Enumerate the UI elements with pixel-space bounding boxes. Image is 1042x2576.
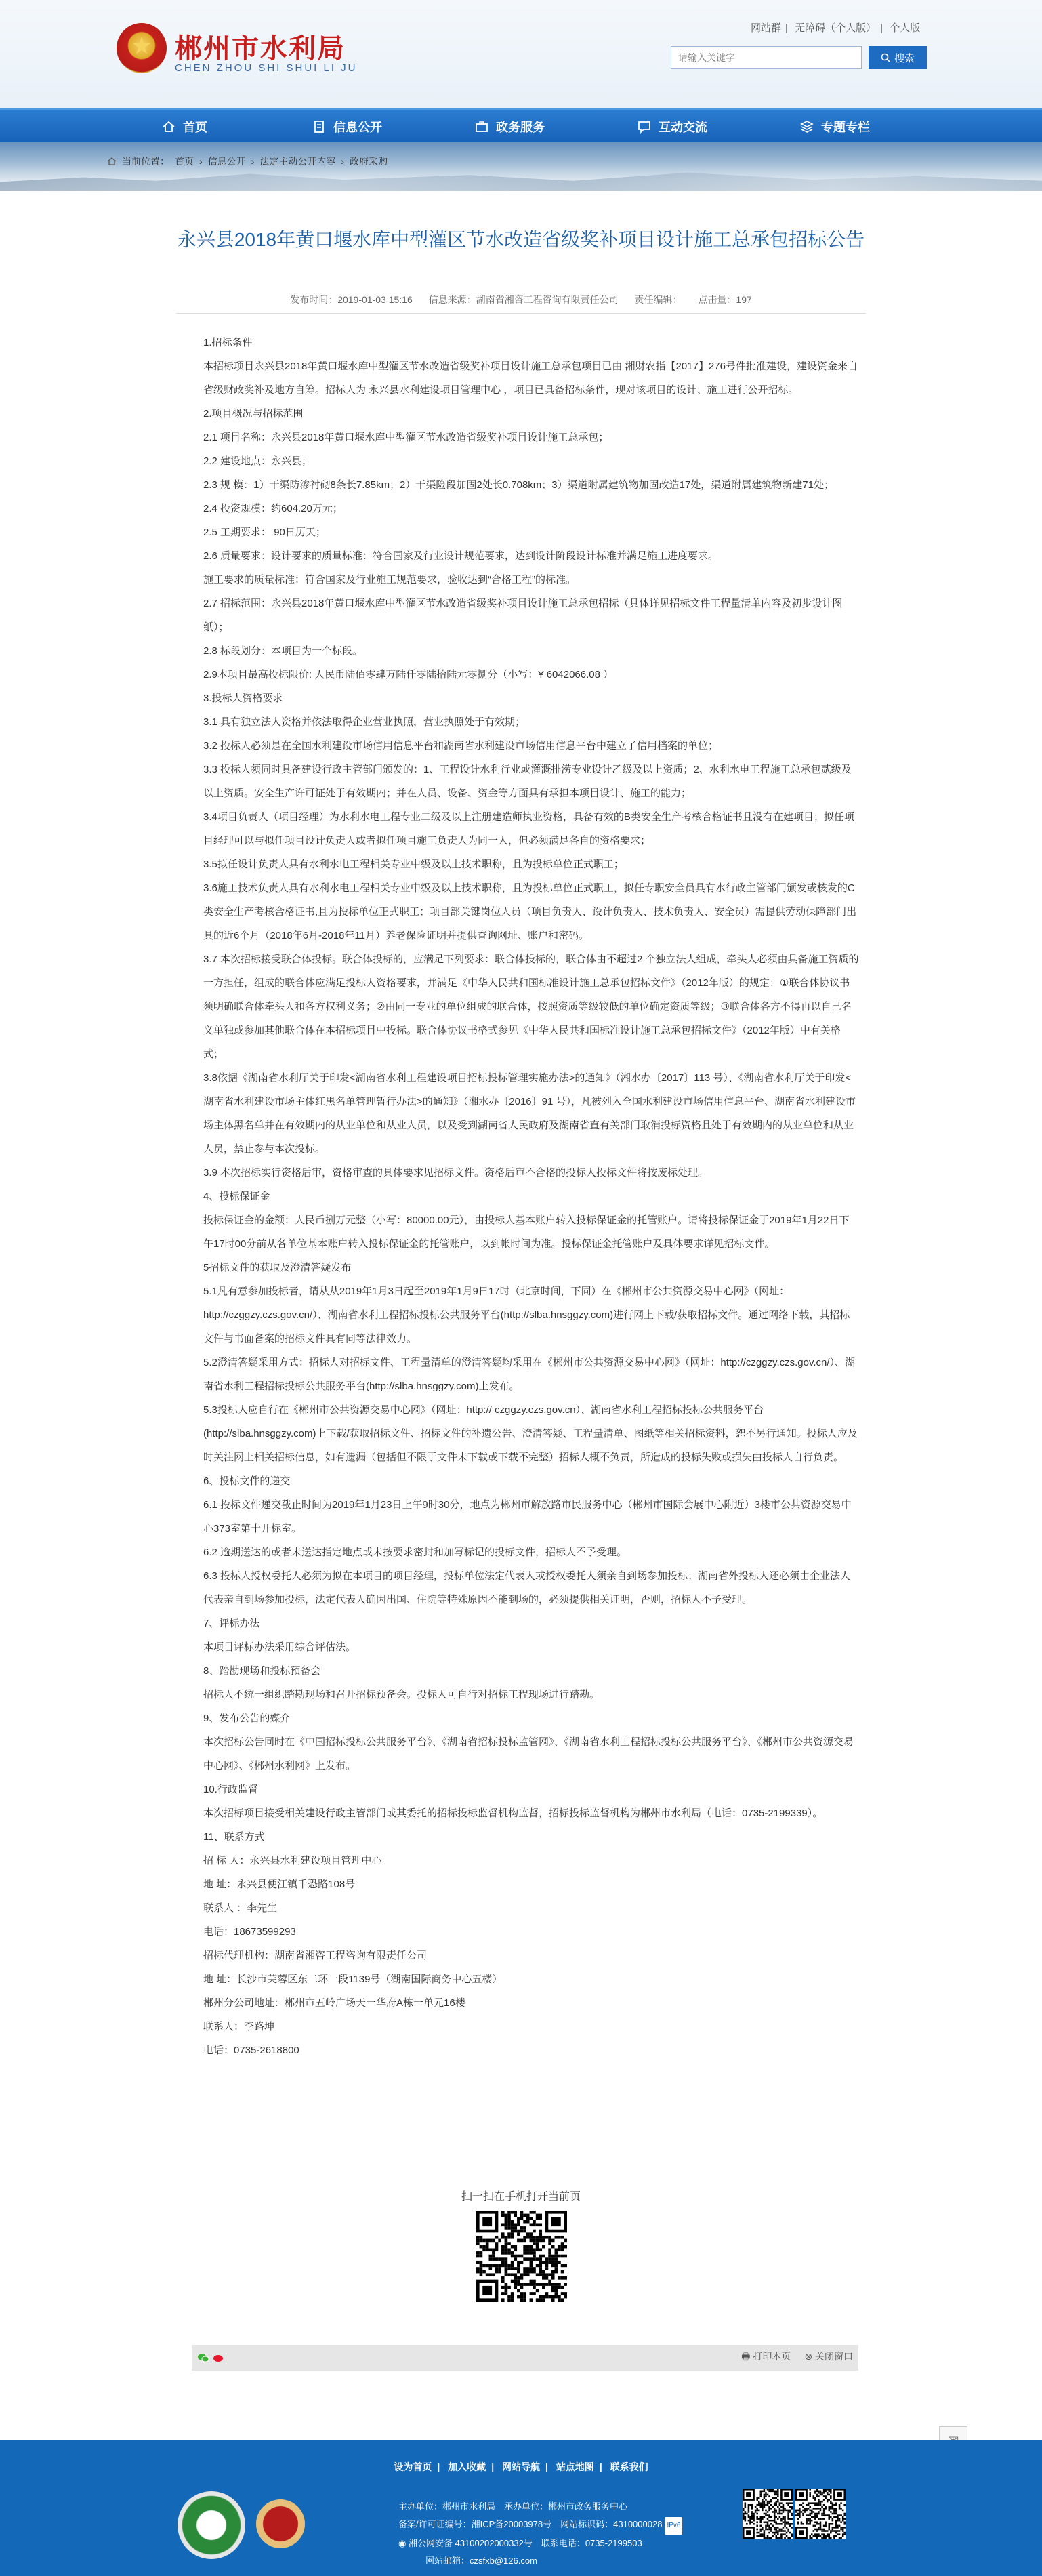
article-paragraph: 2.9本项目最高投标限价: 人民币陆佰零肆万陆仟零陆拾陆元零捌分（小写：¥ 6042066.08 ） [203,669,614,680]
article-paragraph: 电话：0735-2618800 [203,2045,299,2056]
home-icon [107,157,117,166]
nav-home-label: 首页 [183,121,207,134]
article-paragraph: 2.7 招标范围：永兴县2018年黄口堰水库中型灌区节水改造省级奖补项目设计施工总承包招标（具体详见招标文件工程量清单内容及初步设计图纸）； [203,598,843,633]
article-toolbar [192,2345,858,2371]
article-paragraph: 5.1凡有意参加投标者，请从从2019年1月3日起至2019年1月9日17时（北京时间，下同）在《郴州市公共资源交易中心网》（网址：http://czggzy.czs.gov.cn/）、湖南省水利工程招标投标公共服务平台(http://slba.hnsggzy.com)进行网上下载/获取招标文件。通过网络下载，其招标文件与书面备案的招标文件具有同等法律效力。 [203,1286,850,1345]
weibo-share-icon[interactable] [212,2352,224,2363]
article-paragraph: 3.5拟任设计负责人具有水利水电工程相关专业中级及以上技术职称，且为投标单位正式职工； [203,859,624,870]
article-paragraph: 联系人 ：李先生 [203,1902,278,1914]
footer-police[interactable]: 湘公网安备 43100202000332号 [408,2538,533,2548]
close-window-button[interactable]: ⊗ 关闭窗口 [804,2351,853,2362]
footer-link-navigation[interactable]: 网站导航 [502,2461,540,2472]
article-paragraph: 2.5 工期要求： 90日历天； [203,527,326,538]
article-paragraph: 4、投标保证金 [203,1191,270,1202]
article-paragraph: 3.3 投标人须同时具备建设行政主管部门颁发的：1、工程设计水利行业或灌溉排涝专业设计乙级及以上资质；2、水利水电工程施工总承包贰级及以上资质。安全生产许可证处于有效期内；并在人员、设备、资金等方面具有承担本项目设计、施工的能力； [203,764,852,799]
header [0,0,1042,108]
search-icon [881,53,890,62]
footer-icp[interactable]: 备案/许可证编号：湘ICP备20003978号 [398,2519,552,2529]
site-title: 郴州市水利局 [175,34,346,64]
top-links: 网站群 | 无障碍（个人版） | 个人版 [751,22,921,34]
article-paragraph: 5.2澄清答疑采用方式：招标人对招标文件、工程量清单的澄清答疑均采用在《郴州市公共资源交易中心网》（网址：http://czggzy.czs.gov.cn/）、湖南省水利工程招标投标公共服务平台(http://slba.hnsggzy.com)上发布。 [203,1357,856,1392]
nav-info-label: 信息公开 [333,121,382,134]
article-paragraph: 2.1 项目名称：永兴县2018年黄口堰水库中型灌区节水改造省级奖补项目设计施工总承包； [203,432,609,443]
print-label: 打印本页 [753,2351,791,2362]
footer-link-contact[interactable]: 联系我们 [610,2461,648,2472]
article-paragraph: 3.4项目负责人（项目经理）为水利水电工程专业二级及以上注册建造师执业资格，具备有效的B类安全生产考核合格证书且没有在建项目；拟任项目经理可以与拟任项目设计负责人或者拟任项目施工负责人为同一人，但必须满足各自的资格要求； [203,811,854,846]
national-emblem-logo [117,23,167,73]
article-paragraph: 3.9 本次招标实行资格后审，资格审查的具体要求见招标文件。资格后审不合格的投标人投标文件将按废标处理。 [203,1167,709,1179]
briefcase-icon [474,119,489,134]
search-input[interactable] [671,46,862,69]
editor: 责任编辑： [634,294,682,305]
home-icon [161,119,176,134]
article-paragraph: 11、联系方式 [203,1831,265,1843]
footer-link-sitemap[interactable]: 站点地图 [556,2461,594,2472]
view-count: 点击量：197 [698,294,752,305]
article-paragraph: 3.投标人资格要求 [203,693,283,704]
nav-info-disclosure[interactable] [266,110,428,144]
publish-time: 发布时间：2019-01-03 15:16 [290,294,413,305]
article-paragraph: 3.8依据《湖南省水利厅关于印发<湖南省水利工程建设项目招标投标管理实施办法>的通知》（湘水办〔2017〕113 号）、《湖南省水利厅关于印发<湖南省水利建设市场主体红黑名单管理暂行办法>的通知》（湘水办〔2016〕91 号），凡被列入全国水利建设市场信用信息平台、湖南省水利建设市场主体黑名单并在有效期内的从业单位和从业人员，以及受到湖南省人民政府及湖南省直有关部门取消投标资格且处于有效期内的从业单位和从业人员，禁止参与本次投标。 [203,1072,856,1155]
site-subtitle: CHEN ZHOU SHI SHUI LI JU [175,62,358,74]
article-paragraph: 投标保证金的金额：人民币捌万元整（小写：80000.00元），由投标人基本账户转入投标保证金的托管账户。请将投标保证金于2019年1月22日下午17时00分前从各单位基本账户转入投标保证金的托管账户，以到帐时间为准。投标保证金托管账户及具体要求详见招标文件。 [203,1214,850,1250]
footer-site-code: 网站标识码：4310000028 [560,2519,663,2529]
info-source: 信息来源：湖南省湘咨工程咨询有限责任公司 [428,294,619,305]
nav-topics-label: 专题专栏 [821,121,870,134]
breadcrumb-prefix: 当前位置： [122,156,169,167]
footer-undertaker: 承办单位：郴州市政务服务中心 [504,2501,628,2512]
article-paragraph: 2.6 质量要求：设计要求的质量标准：符合国家及行业设计规范要求，达到设计阶段设计标准并满足施工进度要求。 [203,550,719,562]
article-paragraph: 9、发布公告的媒介 [203,1713,291,1724]
chat-icon [637,119,652,134]
article-paragraph: 3.2 投标人必须是在全国水利建设市场信用信息平台和湖南省水利建设市场信用信息平台中建立了信用档案的单位； [203,740,719,752]
article-paragraph: 2.3 规 模：1）干渠防渗衬砌8条长7.85km；2）干渠险段加固2处长0.708km；3）渠道附属建筑物加固改造17处，渠道附属建筑物新建71处； [203,479,834,491]
top-link-personal[interactable]: 个人版 [890,22,921,34]
article-paragraph: 地 址：长沙市芙蓉区东二环一段1139号（湖南国际商务中心五楼） [203,1974,503,1985]
article-paragraph: 3.7 本次招标接受联合体投标。联合体投标的，应满足下列要求：联合体投标的，联合体由不超过2 个独立法人组成，牵头人必须由具备施工资质的一方担任，组成的联合体应满足投标人资格要求，并满足《中华人民共和国标准设计施工总承包招标文件》（2012年版）的规定：①联合体协议书须明确联合体牵头人和各方权利义务；②由同一专业的单位组成的联合体，按照资质等级较低的单位确定资质等级；③联合体各方不得再以自己名义单独或参加其他联合体在本招标项目中投标。联合体协议书格式参见《中华人民共和国标准设计施工总承包招标文件》（2012年版）中有关格式； [203,954,859,1060]
breadcrumb: 当前位置： 首页 › 信息公开 › 法定主动公开内容 › 政府采购 [107,155,388,168]
breadcrumb-home[interactable]: 首页 [175,156,194,167]
breadcrumb-info[interactable]: 信息公开 [207,156,246,167]
party-gov-badge[interactable] [256,2499,305,2548]
wechat-qr-code [743,2489,793,2539]
article-paragraph: 5.3投标人应自行在《郴州市公共资源交易中心网》（网址：http:// czggzy.czs.gov.cn）、湖南省水利工程招标投标公共服务平台(http://slba.hnsggzy.com)上下载/获取招标文件、招标文件的补遗公告、澄清答疑、工程量清单、图纸等相关招标资料，恕不另行通知。投标人应及时关注网上相关招标信息，如有遗漏（包括但不限于文件未下载或下载不完整）招标人概不负责，所造成的投标失败或损失由投标人自行负责。 [203,1404,858,1463]
article-paragraph: 本次招标项目接受相关建设行政主管部门或其委托的招标投标监督机构监督，招标投标监督机构为郴州市水利局（电话：0735-2199339）。 [203,1807,823,1819]
nav-gov-label: 政务服务 [496,121,545,134]
print-button[interactable]: 🖶 打印本页 [741,2351,791,2362]
article-paragraph: 郴州分公司地址：郴州市五岭广场天一华府A栋一单元16楼 [203,1997,465,2009]
footer-link-homepage[interactable]: 设为首页 [394,2461,432,2472]
article-paragraph: 联系人：李路坤 [203,2021,275,2032]
breadcrumb-legal[interactable]: 法定主动公开内容 [259,156,336,167]
nav-gov-service[interactable] [428,110,591,144]
article-paragraph: 本招标项目永兴县2018年黄口堰水库中型灌区节水改造省级奖补项目设计施工总承包项目已由 湘财农指【2017】276号件批准建设，建设资金来自省级财政奖补及地方自筹。招标人为 永兴县水利建设项目管理中心 ，项目已具备招标条件，现对该项目的设计、施工进行公开招标。 [203,361,858,396]
article-paragraph: 2.4 投资规模：约604.20万元； [203,503,343,514]
search-button[interactable] [869,46,927,69]
article-paragraph: 招标代理机构：湖南省湘咨工程咨询有限责任公司 [203,1950,428,1961]
article-paragraph: 2.项目概况与招标范围 [203,408,304,420]
nav-interaction[interactable] [591,110,753,144]
article-paragraph: 10.行政监督 [203,1784,258,1795]
article-paragraph: 8、踏勘现场和投标预备会 [203,1665,321,1677]
article-paragraph: 2.8 标段划分：本项目为一个标段。 [203,645,363,657]
article-paragraph: 1.招标条件 [203,337,253,348]
article-title: 永兴县2018年黄口堰水库中型灌区节水改造省级奖补项目设计施工总承包招标公告 [177,229,865,250]
footer-email: 网站邮箱：czsfxb@126.com [425,2556,537,2566]
police-badge-icon: ◉ [398,2538,407,2548]
app-qr-code [795,2489,846,2539]
article-paragraph: 5招标文件的获取及澄清答疑发布 [203,1262,352,1273]
article-paragraph: 6、投标文件的递交 [203,1475,291,1487]
footer-links: 设为首页 | 加入收藏 | 网站导航 | 站点地图 | 联系我们 [394,2461,648,2472]
article-paragraph: 6.3 投标人授权委托人必须为拟在本项目的项目经理，投标单位法定代表人或授权委托人须亲自到场参加投标；湖南省外投标人还必须由企业法人代表亲自到场参加投标，法定代表人确因出国、住院等特殊原因不能到场的，必须提供相关证明，否则，招标人不予受理。 [203,1570,851,1606]
layers-icon [799,119,814,134]
nav-home[interactable] [103,110,266,144]
article-paragraph: 施工要求的质量标准：符合国家及行业施工规范要求，验收达到“合格工程”的标准。 [203,574,576,586]
article-paragraph: 3.1 具有独立法人资格并依法取得企业营业执照，营业执照处于有效期； [203,716,526,728]
article-meta [176,293,866,306]
main-nav [0,108,1042,142]
page-qr-code [476,2211,567,2302]
qr-caption: 扫一扫在手机打开当前页 [461,2191,581,2203]
top-link-sitegroup[interactable]: 网站群 [751,22,782,34]
close-label: 关闭窗口 [815,2351,853,2362]
footer-host: 主办单位：郴州市水利局 [398,2501,496,2512]
article-paragraph: 6.1 投标文件递交截止时间为2019年1月23日上午9时30分，地点为郴州市解放路市民服务中心（郴州市国际会展中心附近）3楼市公共资源交易中心373室第十开标室。 [203,1499,852,1534]
nav-interaction-label: 互动交流 [659,121,707,134]
divider [176,313,866,314]
document-icon [312,119,327,134]
article-paragraph: 6.2 逾期送达的或者未送达指定地点或未按要求密封和加写标记的投标文件，招标人不予受理。 [203,1547,627,1558]
breadcrumb-procurement[interactable]: 政府采购 [350,156,388,167]
article-paragraph: 2.2 建设地点：永兴县； [203,455,312,467]
article-paragraph: 3.6施工技术负责人具有水利水电工程相关专业中级及以上技术职称，且为投标单位正式职工，拟任专职安全员具有水行政主管部门颁发或核发的C 类安全生产考核合格证书,且为投标单位正式职工；项目部关键岗位人员（项目负责人、设计负责人、技术负责人、安全员）需提供劳动保障部门出具的近6个月（2018年6月-2018年11月）养老保险证明并提供查询网址、账户和密码。 [203,882,857,941]
article-paragraph: 招 标 人：永兴县水利建设项目管理中心 [203,1855,382,1866]
article-paragraph: 本次招标公告同时在《中国招标投标公共服务平台》、《湖南省招标投标监管网》、《湖南省水利工程招标投标公共服务平台》、《郴州市公共资源交易中心网》、《郴州水利网》上发布。 [203,1736,854,1772]
footer-phone: 联系电话：0735-2199503 [541,2538,642,2548]
search-button-label: 搜索 [894,52,915,64]
wechat-share-icon[interactable] [197,2352,209,2363]
top-link-accessibility[interactable]: 无障碍（个人版） [795,22,877,34]
article-body [203,331,859,2062]
article-paragraph: 电话：18673599293 [203,1926,296,1938]
article-paragraph: 7、评标办法 [203,1618,260,1629]
gov-website-badge[interactable] [178,2491,245,2559]
ipv6-badge: IPv6 [665,2517,682,2535]
article-paragraph: 本项目评标办法采用综合评估法。 [203,1641,356,1653]
footer-info [398,2498,682,2570]
footer-link-bookmark[interactable]: 加入收藏 [448,2461,486,2472]
article-paragraph: 招标人不统一组织踏勘现场和召开招标预备会。投标人可自行对招标工程现场进行踏勘。 [203,1689,600,1700]
article-paragraph: 地 址：永兴县便江镇千恐路108号 [203,1879,356,1890]
nav-topics[interactable] [753,110,916,144]
